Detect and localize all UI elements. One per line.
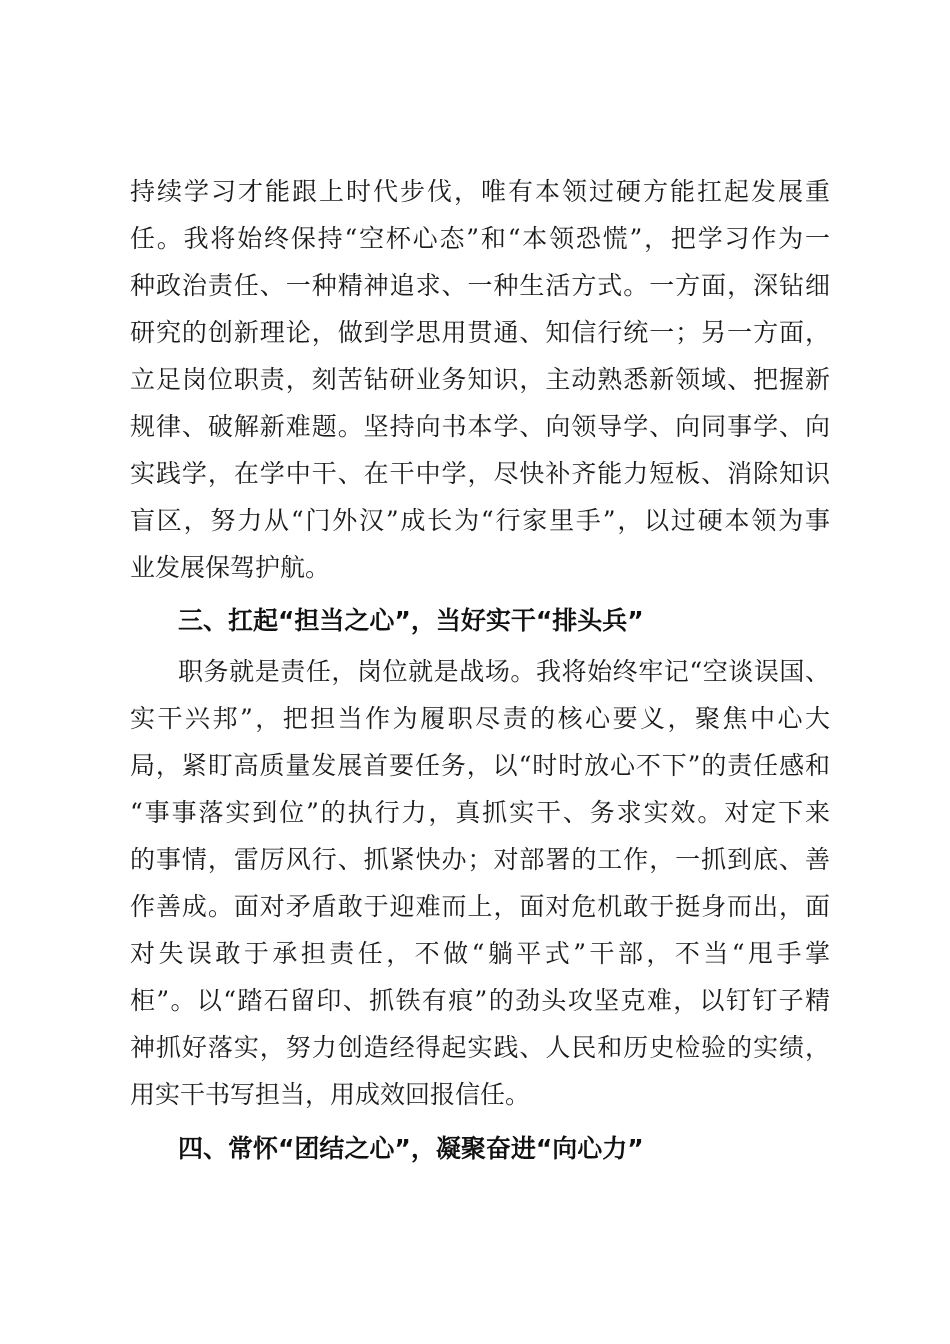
paragraph-line: 的事情，雷厉风行、抓紧快办；对部署的工作，一抓到底、善 xyxy=(130,845,830,874)
paragraph-line: 规律、破解新难题。坚持向书本学、向领导学、向同事学、向 xyxy=(130,412,830,441)
paragraph-line: “事事落实到位”的执行力，真抓实干、务求实效。对定下来 xyxy=(130,798,830,827)
paragraph-line: 任。我将始终保持“空杯心态”和“本领恐慌”，把学习作为一 xyxy=(130,224,830,253)
paragraph-line: 柜”。以“踏石留印、抓铁有痕”的劲头攻坚克难，以钉钉子精 xyxy=(130,986,830,1015)
paragraph-line: 种政治责任、一种精神追求、一种生活方式。一方面，深钻细 xyxy=(130,271,830,300)
paragraph-line: 立足岗位职责，刻苦钻研业务知识，主动熟悉新领域、把握新 xyxy=(130,365,830,394)
paragraph-line: 实干兴邦”，把担当作为履职尽责的核心要义，聚焦中心大 xyxy=(130,704,830,733)
paragraph-line: 神抓好落实，努力创造经得起实践、人民和历史检验的实绩， xyxy=(130,1033,830,1062)
paragraph-line: 职务就是责任，岗位就是战场。我将始终牢记“空谈误国、 xyxy=(178,657,830,686)
paragraph-line: 局，紧盯高质量发展首要任务，以“时时放心不下”的责任感和 xyxy=(130,751,830,780)
paragraph-line: 盲区，努力从“门外汉”成长为“行家里手”，以过硬本领为事 xyxy=(130,506,830,535)
paragraph-line: 业发展保驾护航。 xyxy=(130,553,331,582)
paragraph-line: 实践学，在学中干、在干中学，尽快补齐能力短板、消除知识 xyxy=(130,459,830,488)
section-heading-3: 三、扛起“担当之心”，当好实干“排头兵” xyxy=(178,606,644,635)
paragraph-line: 持续学习才能跟上时代步伐，唯有本领过硬方能扛起发展重 xyxy=(130,177,830,206)
paragraph-line: 用实干书写担当，用成效回报信任。 xyxy=(130,1080,531,1109)
section-heading-4: 四、常怀“团结之心”，凝聚奋进“向心力” xyxy=(178,1134,644,1163)
paragraph-line: 作善成。面对矛盾敢于迎难而上，面对危机敢于挺身而出，面 xyxy=(130,892,830,921)
paragraph-line: 研究的创新理论，做到学思用贯通、知信行统一；另一方面， xyxy=(130,318,830,347)
paragraph-line: 对失误敢于承担责任，不做“躺平式”干部，不当“甩手掌 xyxy=(130,939,830,968)
